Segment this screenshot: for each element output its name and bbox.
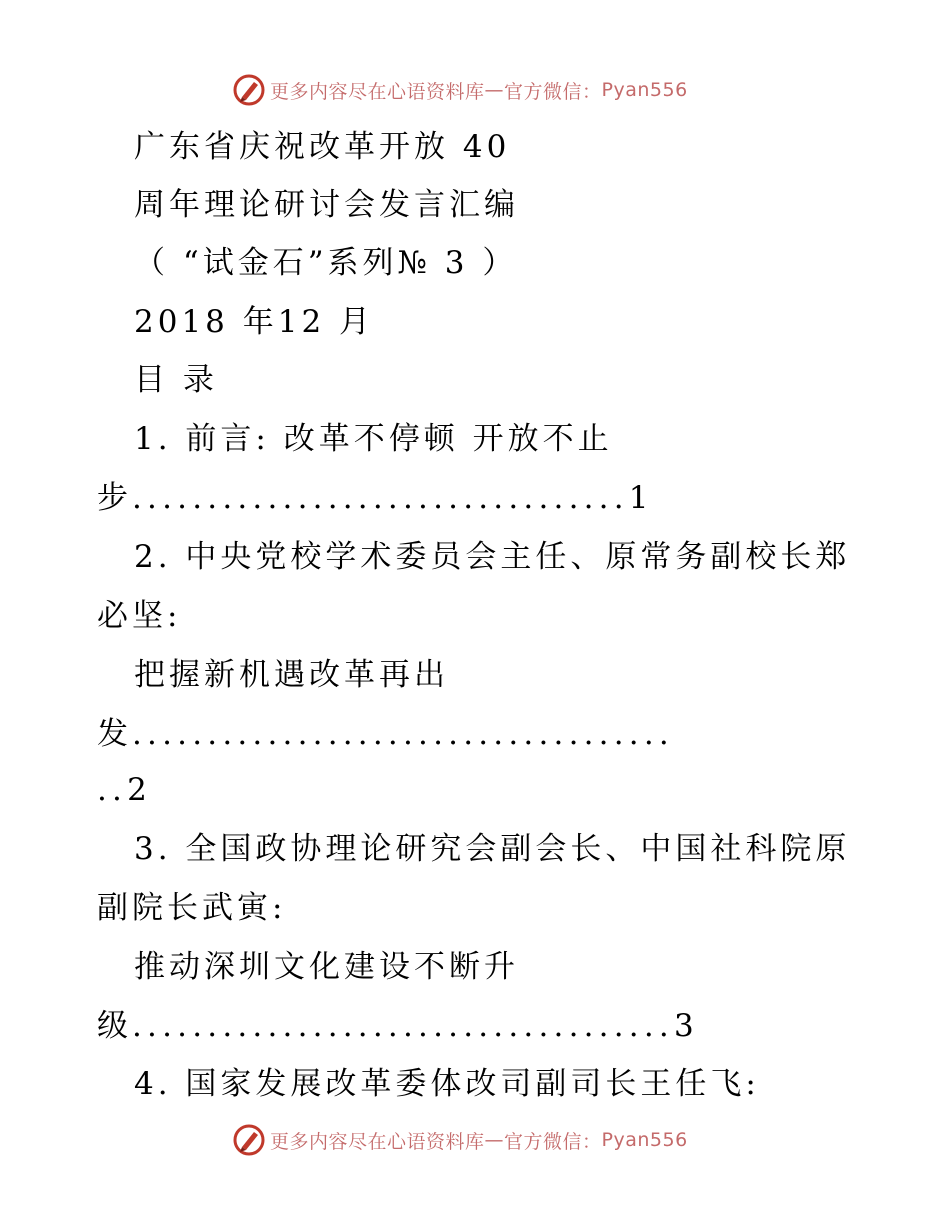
series-label: （ “试金石”系列№ 3 ） [134, 245, 518, 281]
watermark-separator: — [484, 79, 505, 101]
watermark-site-text: 更多内容尽在心语资料库 [270, 1130, 485, 1153]
toc-item-1-title[interactable]: 1. 前言: 改革不停顿 开放不止 [134, 421, 613, 457]
toc-item-2-dots: .................................... [132, 716, 674, 752]
toc-item-1-page: 1 [628, 480, 653, 516]
toc-item-3-leader[interactable] [97, 1006, 698, 1046]
pen-logo-icon [232, 73, 266, 107]
title-line-2: 周年理论研讨会发言汇编 [134, 187, 519, 223]
toc-heading: 目 录 [134, 362, 218, 398]
watermark-header [232, 72, 688, 108]
watermark-footer [232, 1122, 688, 1158]
toc-item-3-title-cont[interactable]: 副院长武寅: [97, 890, 287, 926]
document-date: 2018 年12 月 [134, 304, 375, 340]
toc-item-1-wrap: 步 [97, 480, 132, 516]
title-line-1: 广东省庆祝改革开放 40 [134, 129, 511, 165]
watermark-contact-label: 官方微信： [504, 1130, 602, 1153]
watermark-contact-id: Pyan556 [601, 1129, 688, 1151]
toc-item-2-page: 2 [127, 772, 151, 808]
toc-item-1-leader[interactable] [97, 478, 653, 518]
toc-item-3-title[interactable]: 3. 全国政协理论研究会副会长、中国社科院原 [134, 831, 851, 867]
toc-item-2-wrap: 发 [97, 716, 132, 752]
toc-item-2-title-cont[interactable]: 必坚: [97, 598, 182, 634]
pen-logo-icon [232, 1123, 266, 1157]
toc-item-4-title[interactable]: 4. 国家发展改革委体改司副司长王任飞: [134, 1066, 760, 1102]
watermark-separator: — [484, 1129, 505, 1151]
toc-item-1-dots: ................................. [132, 480, 629, 516]
toc-item-2-subtitle[interactable]: 把握新机遇改革再出 [134, 657, 449, 693]
watermark-contact-id: Pyan556 [601, 79, 688, 101]
toc-item-2-title[interactable]: 2. 中央党校学术委员会主任、原常务副校长郑 [134, 539, 851, 575]
toc-item-2-dots-extra: .. [97, 772, 128, 808]
toc-item-3-subtitle[interactable]: 推动深圳文化建设不断升 [134, 949, 519, 985]
toc-item-2-leader-cont[interactable] [97, 770, 151, 810]
toc-item-3-wrap: 级 [97, 1008, 132, 1044]
watermark-contact-label: 官方微信： [504, 80, 602, 103]
toc-item-3-page: 3 [673, 1008, 698, 1044]
toc-item-3-dots: .................................... [132, 1008, 674, 1044]
toc-item-2-leader[interactable] [97, 714, 674, 754]
watermark-site-text: 更多内容尽在心语资料库 [270, 80, 485, 103]
